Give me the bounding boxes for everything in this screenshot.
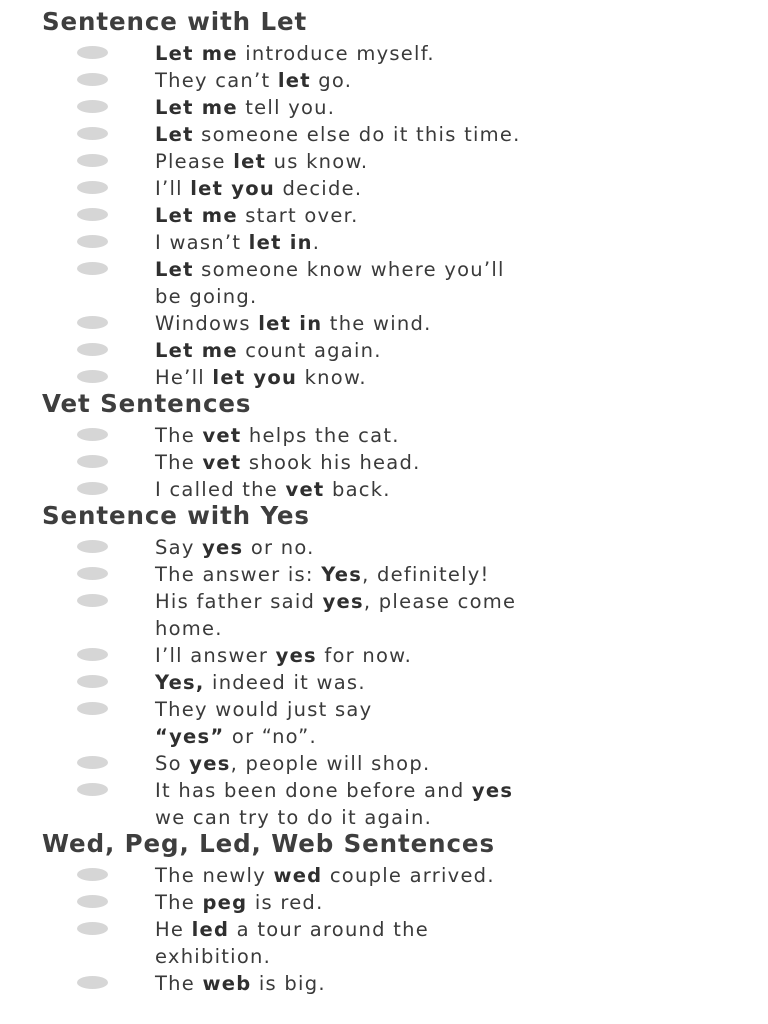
sentence-line [155, 974, 326, 994]
sentence-text: is big. [251, 972, 326, 995]
sentence-text: a tour around the [229, 918, 429, 941]
keyword-text: yes [202, 536, 244, 559]
keyword-text: yes [322, 590, 364, 613]
sentence-line [155, 125, 521, 145]
bullet-icon [77, 594, 108, 607]
sentence-text: indeed it was. [204, 671, 366, 694]
bullet-icon [77, 181, 108, 194]
sentence-line [155, 179, 362, 199]
sentence-text: So [155, 752, 190, 775]
sentence-text: introduce myself. [237, 42, 435, 65]
keyword-text: wed [273, 864, 323, 887]
keyword-text: let you [190, 177, 275, 200]
sentence-line [155, 866, 495, 886]
sentence-text: , please come [363, 590, 517, 613]
sentence-line [155, 152, 368, 172]
keyword-text: vet [285, 478, 325, 501]
keyword-text: web [202, 972, 252, 995]
keyword-text: let you [212, 366, 298, 389]
sentence-text: tell you. [237, 96, 336, 119]
sentence-line [155, 368, 367, 388]
keyword-text: Let me [155, 204, 238, 227]
keyword-text: “yes” [155, 725, 225, 748]
sentence-text: It has been done before and [155, 779, 472, 802]
sentence-text: He’ll [155, 366, 213, 389]
sentence-text: , definitely! [362, 563, 490, 586]
sentence-text: . [312, 231, 321, 254]
bullet-icon [77, 540, 108, 553]
sentence-text: Say [155, 536, 203, 559]
sentence-text: decide. [275, 177, 363, 200]
sentence-line [155, 260, 505, 280]
keyword-text: vet [202, 451, 242, 474]
keyword-text: led [191, 918, 230, 941]
sentence-line [155, 538, 315, 558]
bullet-icon [77, 567, 108, 580]
bullet-icon [77, 235, 108, 248]
keyword-text: Let me [155, 339, 238, 362]
bullet-icon [77, 46, 108, 59]
sentence-text: is red. [247, 891, 324, 914]
sentence-line [155, 947, 271, 967]
sentence-text: The [155, 424, 203, 447]
bullet-icon [77, 756, 108, 769]
bullet-icon [77, 343, 108, 356]
sentence-line [155, 453, 421, 473]
sentence-line [155, 480, 391, 500]
sentence-line [155, 287, 258, 307]
sentence-text: shook his head. [241, 451, 421, 474]
keyword-text: yes [471, 779, 514, 802]
bullet-icon [77, 675, 108, 688]
bullet-icon [77, 73, 108, 86]
sentence-line [155, 673, 366, 693]
bullet-icon [77, 895, 108, 908]
keyword-text: Let me [155, 96, 238, 119]
sentence-text: The [155, 972, 203, 995]
sentence-text: someone know where you’ll [193, 258, 505, 281]
sentence-line [155, 565, 490, 585]
sentence-text: someone else do it this time. [193, 123, 521, 146]
sentence-line [155, 700, 372, 720]
sentence-text: His father said [155, 590, 323, 613]
sentence-text: I wasn’t [155, 231, 249, 254]
sentence-line [155, 920, 429, 940]
keyword-text: let in [258, 312, 323, 335]
sentence-line [155, 893, 324, 913]
sentence-line [155, 808, 432, 828]
sentence-text: for now. [316, 644, 413, 667]
sentence-line [155, 44, 435, 64]
sentence-text: exhibition. [155, 945, 272, 968]
sentence-text: start over. [237, 204, 359, 227]
bullet-icon [77, 316, 108, 329]
bullet-icon [77, 702, 108, 715]
section-title: Wed, Peg, Led, Web Sentences [42, 829, 495, 858]
sentence-text: He [155, 918, 192, 941]
sentence-text: , people will shop. [230, 752, 431, 775]
sentence-text: we can try to do it again. [155, 806, 433, 829]
keyword-text: Let [155, 123, 194, 146]
sentence-line [155, 592, 516, 612]
keyword-text: let in [248, 231, 313, 254]
section-title: Vet Sentences [42, 389, 252, 418]
sentence-text: The [155, 451, 203, 474]
sentence-text: go. [310, 69, 353, 92]
sentence-text: The newly [155, 864, 274, 887]
keyword-text: Let [155, 258, 194, 281]
keyword-text: vet [202, 424, 242, 447]
bullet-icon [77, 154, 108, 167]
section-title: Sentence with Yes [42, 501, 310, 530]
sentence-line [155, 727, 317, 747]
keyword-text: let [233, 150, 267, 173]
bullet-icon [77, 482, 108, 495]
bullet-icon [77, 868, 108, 881]
sentence-line [155, 426, 400, 446]
bullet-icon [77, 208, 108, 221]
sentence-line [155, 206, 359, 226]
bullet-icon [77, 100, 108, 113]
sentence-line [155, 781, 513, 801]
keyword-text: yes [275, 644, 317, 667]
bullet-icon [77, 428, 108, 441]
sentence-text: be going. [155, 285, 258, 308]
sentence-line [155, 98, 335, 118]
sentence-text: the wind. [322, 312, 432, 335]
bullet-icon [77, 127, 108, 140]
keyword-text: let [277, 69, 311, 92]
sentence-text: Please [155, 150, 234, 173]
sentence-text: Windows [155, 312, 259, 335]
bullet-icon [77, 455, 108, 468]
bullet-icon [77, 262, 108, 275]
sentence-text: us know. [266, 150, 369, 173]
keyword-text: Yes, [155, 671, 205, 694]
sentence-text: I called the [155, 478, 286, 501]
sentence-line [155, 619, 223, 639]
sentence-text: or “no”. [224, 725, 317, 748]
keyword-text: Let me [155, 42, 238, 65]
sentence-line [155, 71, 352, 91]
sentence-text: count again. [237, 339, 382, 362]
sentence-text: I’ll [155, 177, 191, 200]
keyword-text: yes [189, 752, 231, 775]
sentence-text: helps the cat. [241, 424, 400, 447]
bullet-icon [77, 976, 108, 989]
sentence-text: home. [155, 617, 223, 640]
sentence-text: couple arrived. [322, 864, 495, 887]
keyword-text: peg [202, 891, 248, 914]
sentence-text: The answer is: [155, 563, 322, 586]
sentence-line [155, 341, 382, 361]
sentence-text: or no. [243, 536, 315, 559]
bullet-icon [77, 648, 108, 661]
sentence-text: know. [297, 366, 367, 389]
sentence-text: They can’t [155, 69, 278, 92]
keyword-text: Yes [321, 563, 363, 586]
sentence-text: The [155, 891, 203, 914]
sentence-text: I’ll answer [155, 644, 276, 667]
sentence-line [155, 314, 432, 334]
sentence-line [155, 233, 320, 253]
sentence-text: back. [324, 478, 391, 501]
bullet-icon [77, 370, 108, 383]
sentence-line [155, 754, 430, 774]
sentence-text: They would just say [155, 698, 373, 721]
bullet-icon [77, 783, 108, 796]
bullet-icon [77, 922, 108, 935]
section-title: Sentence with Let [42, 7, 308, 36]
sentence-line [155, 646, 412, 666]
